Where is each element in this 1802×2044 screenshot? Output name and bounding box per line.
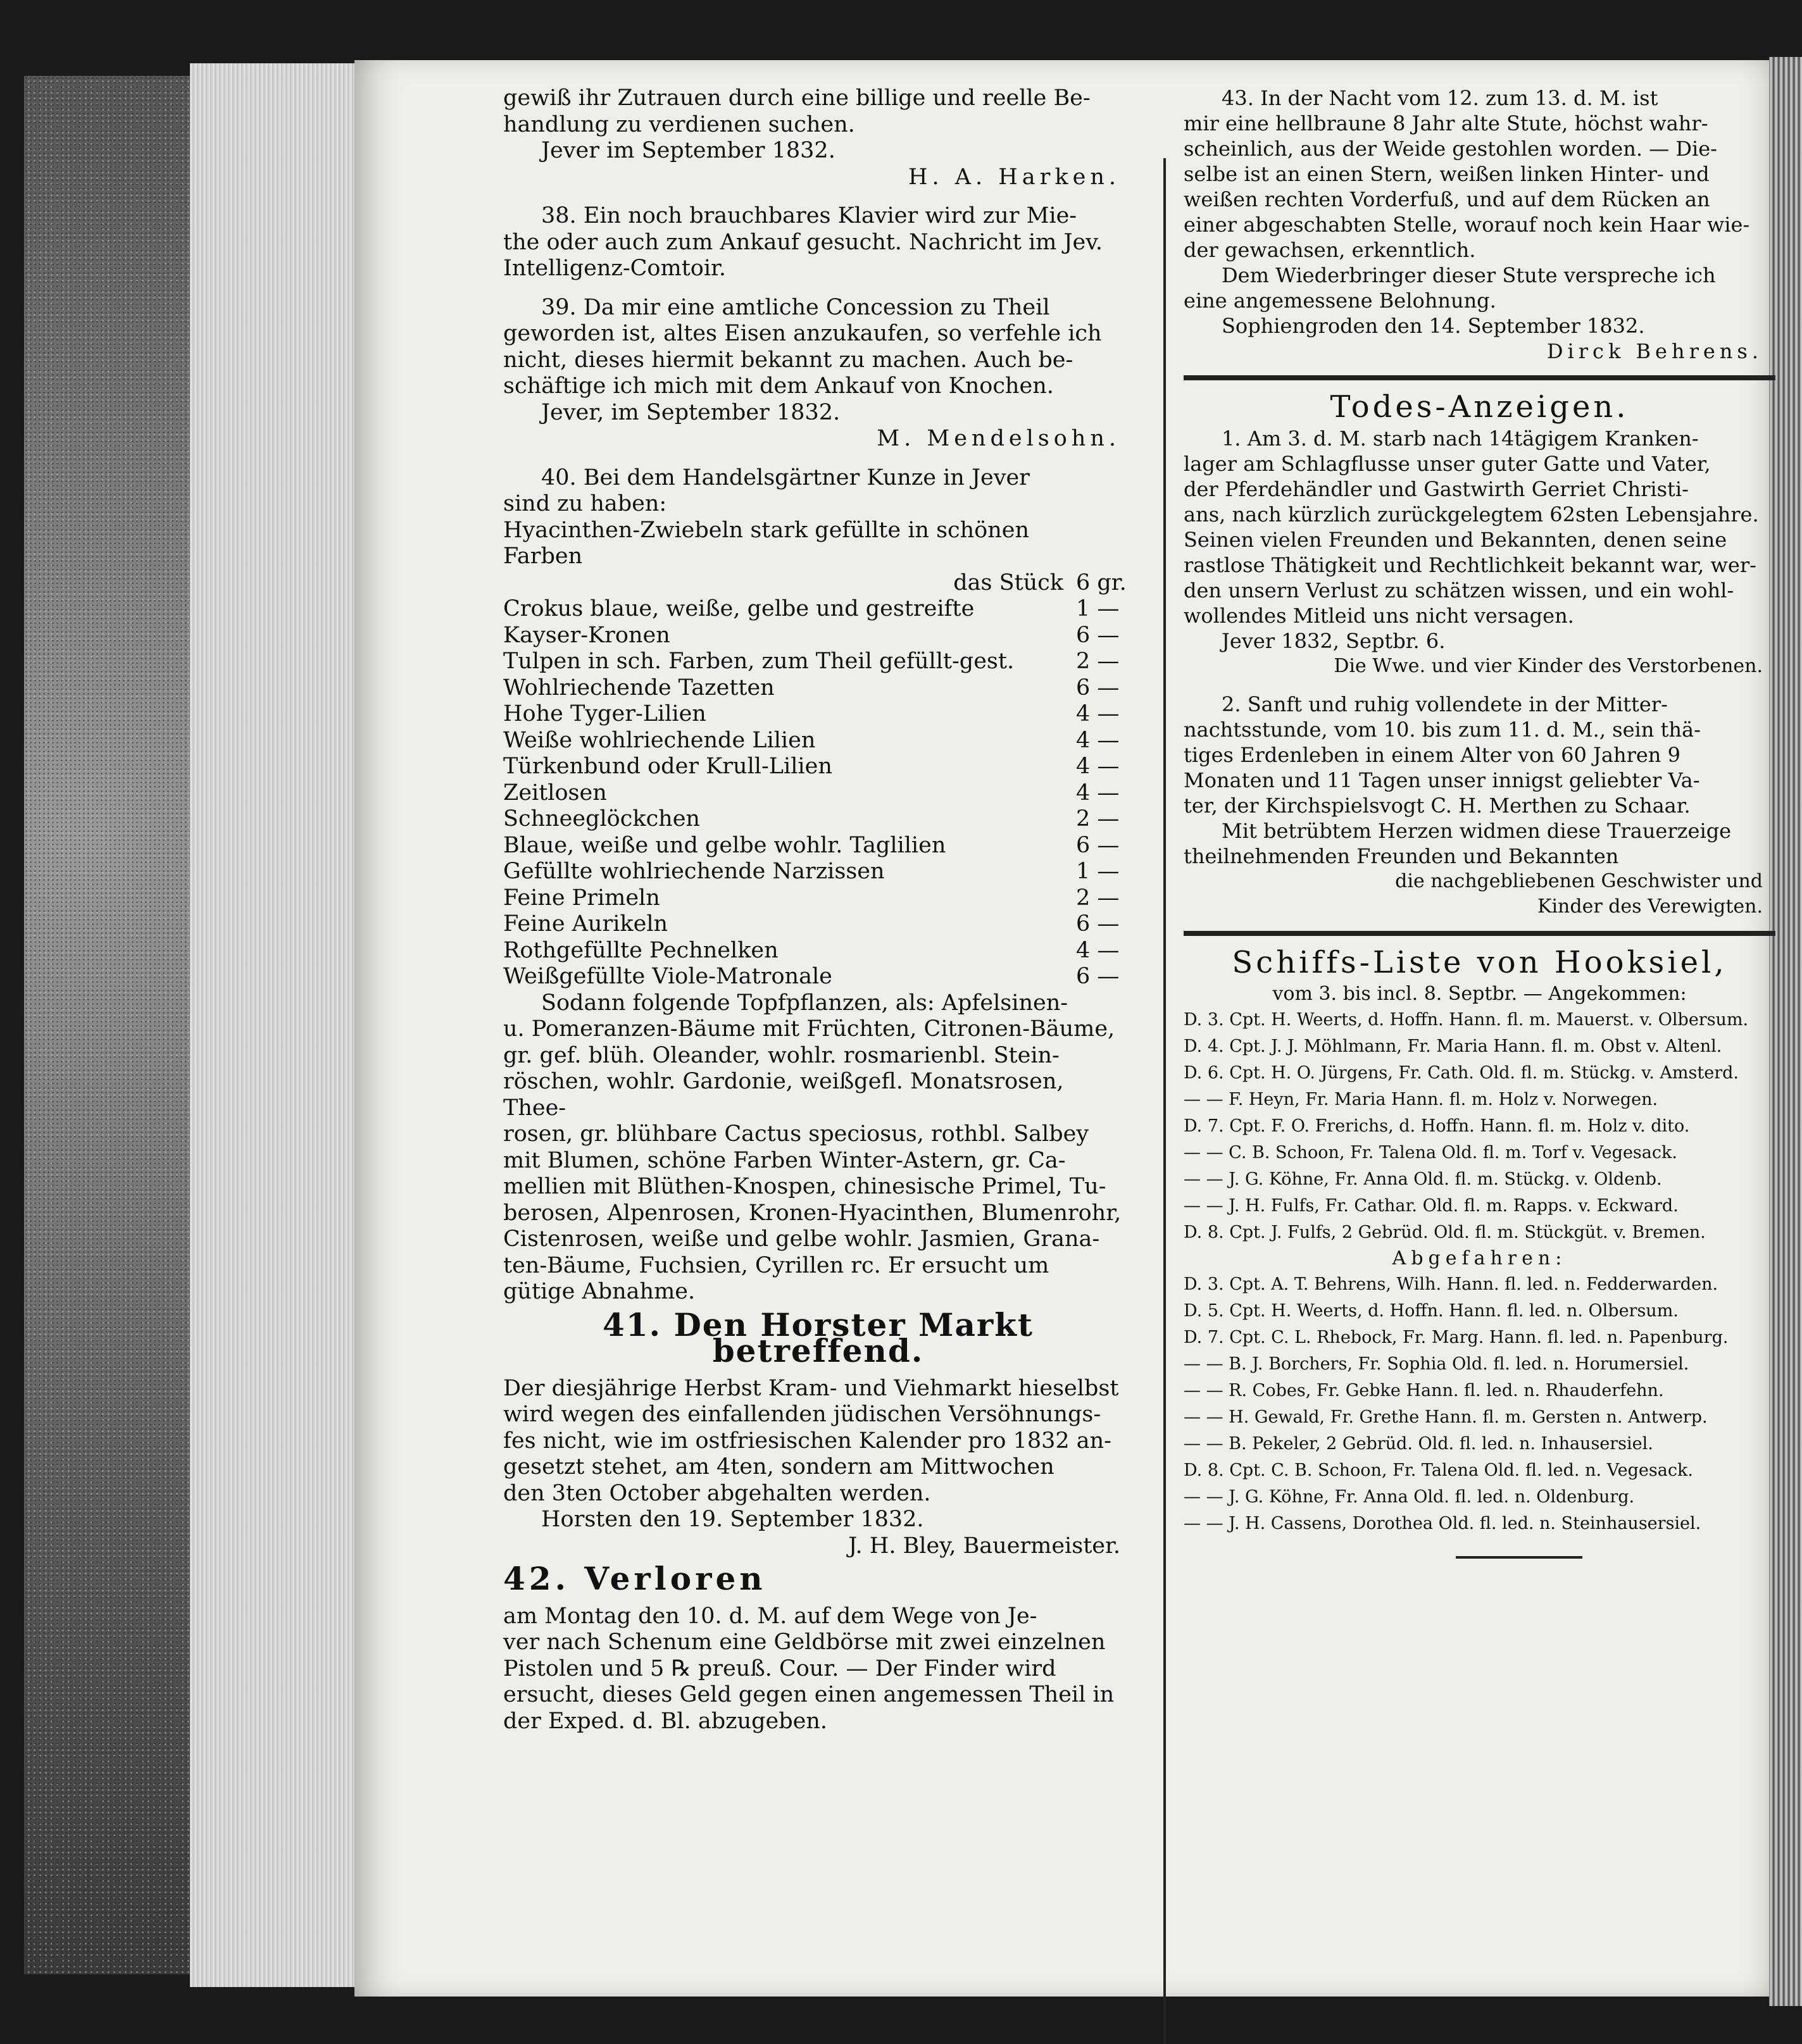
- plant-name: Crokus blaue, weiße, gelbe und gestreifte: [503, 596, 975, 621]
- text-line: wollendes Mitleid uns nicht versagen.: [1184, 604, 1574, 628]
- plant-list-item: [503, 701, 1133, 728]
- text-line: den 3ten October abgehalten werden.: [503, 1480, 931, 1506]
- ships-list-subtitle: vom 3. bis incl. 8. Septbr. — Angekommen:: [1272, 983, 1687, 1005]
- text-line: 1. Am 3. d. M. starb nach 14tägigem Kranken-: [1222, 427, 1699, 451]
- ship-entry: D. 7. Cpt. C. L. Rhebock, Fr. Marg. Hann. fl. led. n. Papenburg.: [1184, 1328, 1729, 1347]
- arrived-ships-list: [1184, 1007, 1775, 1246]
- ship-entry: D. 6. Cpt. H. O. Jürgens, Fr. Cath. Old. fl. m. Stückg. v. Amsterd.: [1184, 1063, 1739, 1083]
- text-line: Cistenrosen, weiße und gelbe wohlr. Jasmien, Grana-: [503, 1226, 1100, 1252]
- plant-list-item: [503, 728, 1133, 754]
- text-line: den unsern Verlust zu schätzen wissen, und ein wohl-: [1184, 578, 1734, 602]
- text-line: 39. Da mir eine amtliche Concession zu Theil: [541, 294, 1050, 320]
- departed-ships-list: [1184, 1271, 1775, 1537]
- page-edges: [190, 63, 361, 1987]
- text-line: rosen, gr. blühbare Cactus speciosus, rothbl. Salbey: [503, 1121, 1089, 1147]
- plant-name: Gefüllte wohlriechende Narzissen: [503, 859, 885, 884]
- plant-name: Wohlriechende Tazetten: [503, 675, 775, 701]
- plant-name: Hohe Tyger-Lilien: [503, 701, 706, 726]
- plant-price: 4 —: [1076, 701, 1120, 726]
- text-line: mit Blumen, schöne Farben Winter-Astern, gr. Ca-: [503, 1147, 1066, 1173]
- text-line: 40. Bei dem Handelsgärtner Kunze in Jever: [541, 464, 1030, 490]
- ship-entry: D. 3. Cpt. H. Weerts, d. Hoffn. Hann. fl. m. Mauerst. v. Olbersum.: [1184, 1010, 1749, 1030]
- text-line: mellien mit Blüthen-Knospen, chinesische Primel, Tu-: [503, 1174, 1106, 1199]
- notice-42-title: 42. Verloren: [503, 1560, 766, 1597]
- place-date: Sophiengroden den 14. September 1832.: [1222, 314, 1645, 338]
- text-line: 43. In der Nacht vom 12. zum 13. d. M. ist: [1222, 86, 1658, 110]
- ship-entry: — — H. Gewald, Fr. Grethe Hann. fl. m. Gersten n. Antwerp.: [1184, 1407, 1708, 1427]
- text-line: Intelligenz-Comtoir.: [503, 256, 727, 281]
- text-line: mir eine hellbraune 8 Jahr alte Stute, höchst wahr-: [1184, 111, 1708, 135]
- ship-entry: D. 8. Cpt. J. Fulfs, 2 Gebrüd. Old. fl. m. Stückgüt. v. Bremen.: [1184, 1223, 1706, 1242]
- plant-name: Feine Primeln: [503, 885, 660, 911]
- text-line: tiges Erdenleben in einem Alter von 60 Jahren 9: [1184, 743, 1680, 767]
- text-line: berosen, Alpenrosen, Kronen-Hyacinthen, Blumenrohr,: [503, 1200, 1122, 1226]
- text-line: ver nach Schenum eine Geldbörse mit zwei einzelnen: [503, 1630, 1106, 1655]
- place-date: Jever 1832, Septbr. 6.: [1222, 629, 1446, 653]
- plant-list-item: [503, 649, 1133, 675]
- plant-name: das Stück: [953, 570, 1063, 595]
- plant-list-item: [503, 964, 1133, 990]
- death-notice-2: [1184, 692, 1775, 919]
- ship-entry: — — B. Pekeler, 2 Gebrüd. Old. fl. led. n. Inhausersiel.: [1184, 1434, 1653, 1454]
- ship-entry: D. 3. Cpt. A. T. Behrens, Wilh. Hann. fl. led. n. Fedderwarden.: [1184, 1274, 1718, 1294]
- text-line: eine angemessene Belohnung.: [1184, 289, 1496, 313]
- notice-40: [503, 465, 1133, 1306]
- left-column: [503, 85, 1133, 1735]
- text-line: 38. Ein noch brauchbares Klavier wird zur Mie-: [541, 203, 1077, 228]
- plant-list-item: [503, 911, 1133, 938]
- plant-list-item: [503, 833, 1133, 859]
- signature: Dirck Behrens.: [1546, 339, 1763, 363]
- plant-price: 6 —: [1076, 675, 1120, 701]
- text-line: der Exped. d. Bl. abzugeben.: [503, 1708, 828, 1734]
- ship-entry: D. 8. Cpt. C. B. Schoon, Fr. Talena Old. fl. led. n. Vegesack.: [1184, 1461, 1693, 1480]
- text-line: Sodann folgende Topfpflanzen, als: Apfelsinen-: [541, 990, 1068, 1016]
- text-line: am Montag den 10. d. M. auf dem Wege von Je-: [503, 1603, 1037, 1629]
- text-line: Dem Wiederbringer dieser Stute verspreche ich: [1222, 263, 1716, 287]
- intro-notice: [503, 85, 1133, 190]
- text-line: theilnehmenden Freunden und Bekannten: [1184, 844, 1619, 868]
- text-line: ans, nach kürzlich zurückgelegtem 62sten Lebensjahre.: [1184, 502, 1759, 527]
- text-line: selbe ist an einen Stern, weißen linken Hinter- und: [1184, 162, 1710, 186]
- plant-list-item: [503, 859, 1133, 885]
- plant-price: 4 —: [1076, 780, 1120, 806]
- plant-name: Rothgefüllte Pechnelken: [503, 937, 779, 963]
- ship-entry: — — J. G. Köhne, Fr. Anna Old. fl. m. Stückg. v. Oldenb.: [1184, 1169, 1662, 1189]
- plant-list-item: [503, 780, 1133, 807]
- notice-41-title: 41. Den Horster Markt betreffend.: [603, 1306, 1034, 1369]
- plant-price: 6 —: [1076, 964, 1120, 989]
- plant-name: Kayser-Kronen: [503, 622, 670, 648]
- ship-entry: D. 5. Cpt. H. Weerts, d. Hoffn. Hann. fl. led. n. Olbersum.: [1184, 1301, 1679, 1321]
- ship-entry: D. 7. Cpt. F. O. Frerichs, d. Hoffn. Hann. fl. m. Holz v. dito.: [1184, 1116, 1690, 1136]
- text-line: nachtsstunde, vom 10. bis zum 11. d. M., sein thä-: [1184, 718, 1701, 742]
- text-line: schäftige ich mich mit dem Ankauf von Knochen.: [503, 373, 1054, 399]
- ship-entry: — — J. H. Cassens, Dorothea Old. fl. led. n. Steinhausersiel.: [1184, 1514, 1701, 1533]
- text-line: ten-Bäume, Fuchsien, Cyrillen rc. Er ersucht um: [503, 1252, 1049, 1278]
- text-line: rastlose Thätigkeit und Rechtlichkeit bekannt war, wer-: [1184, 553, 1756, 577]
- plant-price: 1 —: [1076, 859, 1120, 884]
- text-line: röschen, wohlr. Gardonie, weißgefl. Monatsrosen, Thee-: [503, 1069, 1064, 1121]
- signature: H. A. Harken.: [908, 164, 1120, 190]
- signature: Kinder des Verewigten.: [1537, 895, 1763, 918]
- end-ornament-rule: [1456, 1556, 1582, 1559]
- text-line: lager am Schlagflusse unser guter Gatte und Vater,: [1184, 452, 1711, 476]
- column-divider: [1163, 158, 1166, 2044]
- text-line: handlung zu verdienen suchen.: [503, 111, 855, 137]
- plant-list-item: [503, 806, 1133, 833]
- plant-name: Hyacinthen-Zwiebeln stark gefüllte in schönen Farben: [503, 517, 1030, 569]
- text-line: Der diesjährige Herbst Kram- und Viehmarkt hieselbst: [503, 1375, 1119, 1401]
- ship-entry: — — B. J. Borchers, Fr. Sophia Old. fl. led. n. Horumersiel.: [1184, 1354, 1689, 1374]
- ship-entry: — — J. G. Köhne, Fr. Anna Old. fl. led. n. Oldenburg.: [1184, 1487, 1635, 1507]
- plant-price: 2 —: [1076, 649, 1120, 674]
- ships-list-title: Schiffs-Liste von Hooksiel,: [1232, 945, 1727, 980]
- text-line: the oder auch zum Ankauf gesucht. Nachricht im Jev.: [503, 229, 1103, 255]
- text-line: weißen rechten Vorderfuß, und auf dem Rücken an: [1184, 187, 1710, 211]
- text-line: Monaten und 11 Tagen unser innigst geliebter Va-: [1184, 768, 1700, 792]
- text-line: gr. gef. blüh. Oleander, wohlr. rosmarienbl. Stein-: [503, 1042, 1060, 1068]
- notice-39: [503, 295, 1133, 452]
- text-line: scheinlich, aus der Weide gestohlen worden. — Die-: [1184, 137, 1717, 161]
- text-line: geworden ist, altes Eisen anzukaufen, so verfehle ich: [503, 321, 1102, 346]
- plant-list-item: [503, 596, 1133, 623]
- plant-price: 4 —: [1076, 937, 1120, 963]
- notice-42: [503, 1604, 1133, 1735]
- text-line: Seinen vielen Freunden und Bekannten, denen seine: [1184, 528, 1727, 552]
- ship-entry: — — F. Heyn, Fr. Maria Hann. fl. m. Holz v. Norwegen.: [1184, 1090, 1658, 1109]
- notice-43: [1184, 85, 1775, 364]
- plant-name: Tulpen in sch. Farben, zum Theil gefüllt-gest.: [503, 649, 1015, 674]
- plant-list-item: [503, 518, 1133, 570]
- text-line: gesetzt stehet, am 4ten, sondern am Mittwochen: [503, 1454, 1054, 1480]
- plant-price-list: [503, 518, 1133, 990]
- plant-list-item: [503, 938, 1133, 964]
- plant-price: 4 —: [1076, 727, 1120, 753]
- text-line: der Pferdehändler und Gastwirth Gerriet Christi-: [1184, 477, 1689, 501]
- signature: die nachgebliebenen Geschwister und: [1395, 870, 1763, 892]
- book-cover-board: [24, 76, 208, 1974]
- text-line: Pistolen und 5 ℞ preuß. Cour. — Der Finder wird: [503, 1655, 1056, 1681]
- signature: M. Mendelsohn.: [877, 426, 1120, 451]
- ship-entry: D. 4. Cpt. J. J. Möhlmann, Fr. Maria Hann. fl. m. Obst v. Altenl.: [1184, 1037, 1722, 1056]
- plant-price: 4 —: [1076, 754, 1120, 779]
- text-line: fes nicht, wie im ostfriesischen Kalender pro 1832 an-: [503, 1428, 1111, 1454]
- plant-name: Weißgefüllte Viole-Matronale: [503, 964, 832, 989]
- notice-41: [503, 1376, 1133, 1560]
- text-line: einer abgeschabten Stelle, worauf noch kein Haar wie-: [1184, 213, 1750, 237]
- plant-name: Blaue, weiße und gelbe wohlr. Taglilien: [503, 832, 946, 858]
- plant-list-item: [503, 885, 1133, 912]
- ship-entry: — — J. H. Fulfs, Fr. Cathar. Old. fl. m. Rapps. v. Eckward.: [1184, 1196, 1679, 1216]
- signature: J. H. Bley, Bauermeister.: [848, 1533, 1120, 1559]
- signature: Die Wwe. und vier Kinder des Verstorbenen.: [1334, 655, 1763, 677]
- departed-heading: Abgefahren:: [1392, 1247, 1567, 1269]
- section-rule: [1184, 375, 1775, 380]
- plant-name: Schneeglöckchen: [503, 806, 700, 832]
- plant-price: 2 —: [1076, 885, 1120, 911]
- text-line: gütige Abnahme.: [503, 1279, 696, 1304]
- plant-price: 6 —: [1076, 622, 1120, 648]
- section-rule: [1184, 931, 1775, 936]
- plant-list-item: [503, 675, 1133, 702]
- text-line: 2. Sanft und ruhig vollendete in der Mitter-: [1222, 692, 1668, 716]
- deaths-title: Todes-Anzeigen.: [1330, 389, 1629, 425]
- death-notice-1: [1184, 426, 1775, 679]
- plant-price: 6 —: [1076, 911, 1120, 937]
- place-date: Jever im September 1832.: [541, 138, 835, 163]
- ship-entry: — — C. B. Schoon, Fr. Talena Old. fl. m. Torf v. Vegesack.: [1184, 1143, 1677, 1162]
- text-line: der gewachsen, erkenntlich.: [1184, 238, 1476, 262]
- plant-list-item: [503, 623, 1133, 649]
- text-line: wird wegen des einfallenden jüdischen Versöhnungs-: [503, 1402, 1101, 1427]
- text-line: Mit betrübtem Herzen widmen diese Trauerzeige: [1222, 819, 1732, 843]
- plant-price: 6 gr.: [1076, 570, 1127, 595]
- place-date: Jever, im September 1832.: [541, 399, 841, 425]
- text-line: gewiß ihr Zutrauen durch eine billige und reelle Be-: [503, 85, 1091, 111]
- text-line: ersucht, dieses Geld gegen einen angemessen Theil in: [503, 1682, 1115, 1707]
- plant-name: Zeitlosen: [503, 780, 607, 806]
- text-line: u. Pomeranzen-Bäume mit Früchten, Citronen-Bäume,: [503, 1016, 1115, 1042]
- plant-list-item: [503, 754, 1133, 780]
- text-line: sind zu haben:: [503, 491, 667, 516]
- plant-price: [1076, 518, 1133, 570]
- text-line: ter, der Kirchspielsvogt C. H. Merthen zu Schaar.: [1184, 794, 1691, 818]
- plant-price: 6 —: [1076, 832, 1120, 858]
- plant-name: Türkenbund oder Krull-Lilien: [503, 754, 832, 779]
- plant-name: Feine Aurikeln: [503, 911, 668, 937]
- plant-price: 2 —: [1076, 806, 1120, 832]
- text-line: nicht, dieses hiermit bekannt zu machen. Auch be-: [503, 347, 1073, 373]
- place-date: Horsten den 19. September 1832.: [541, 1507, 924, 1532]
- right-column: [1184, 85, 1775, 1559]
- plant-price: 1 —: [1076, 596, 1120, 621]
- ship-entry: — — R. Cobes, Fr. Gebke Hann. fl. led. n. Rhauderfehn.: [1184, 1381, 1664, 1400]
- plant-name: Weiße wohlriechende Lilien: [503, 727, 816, 753]
- notice-38: [503, 203, 1133, 282]
- plant-list-item: [503, 570, 1133, 597]
